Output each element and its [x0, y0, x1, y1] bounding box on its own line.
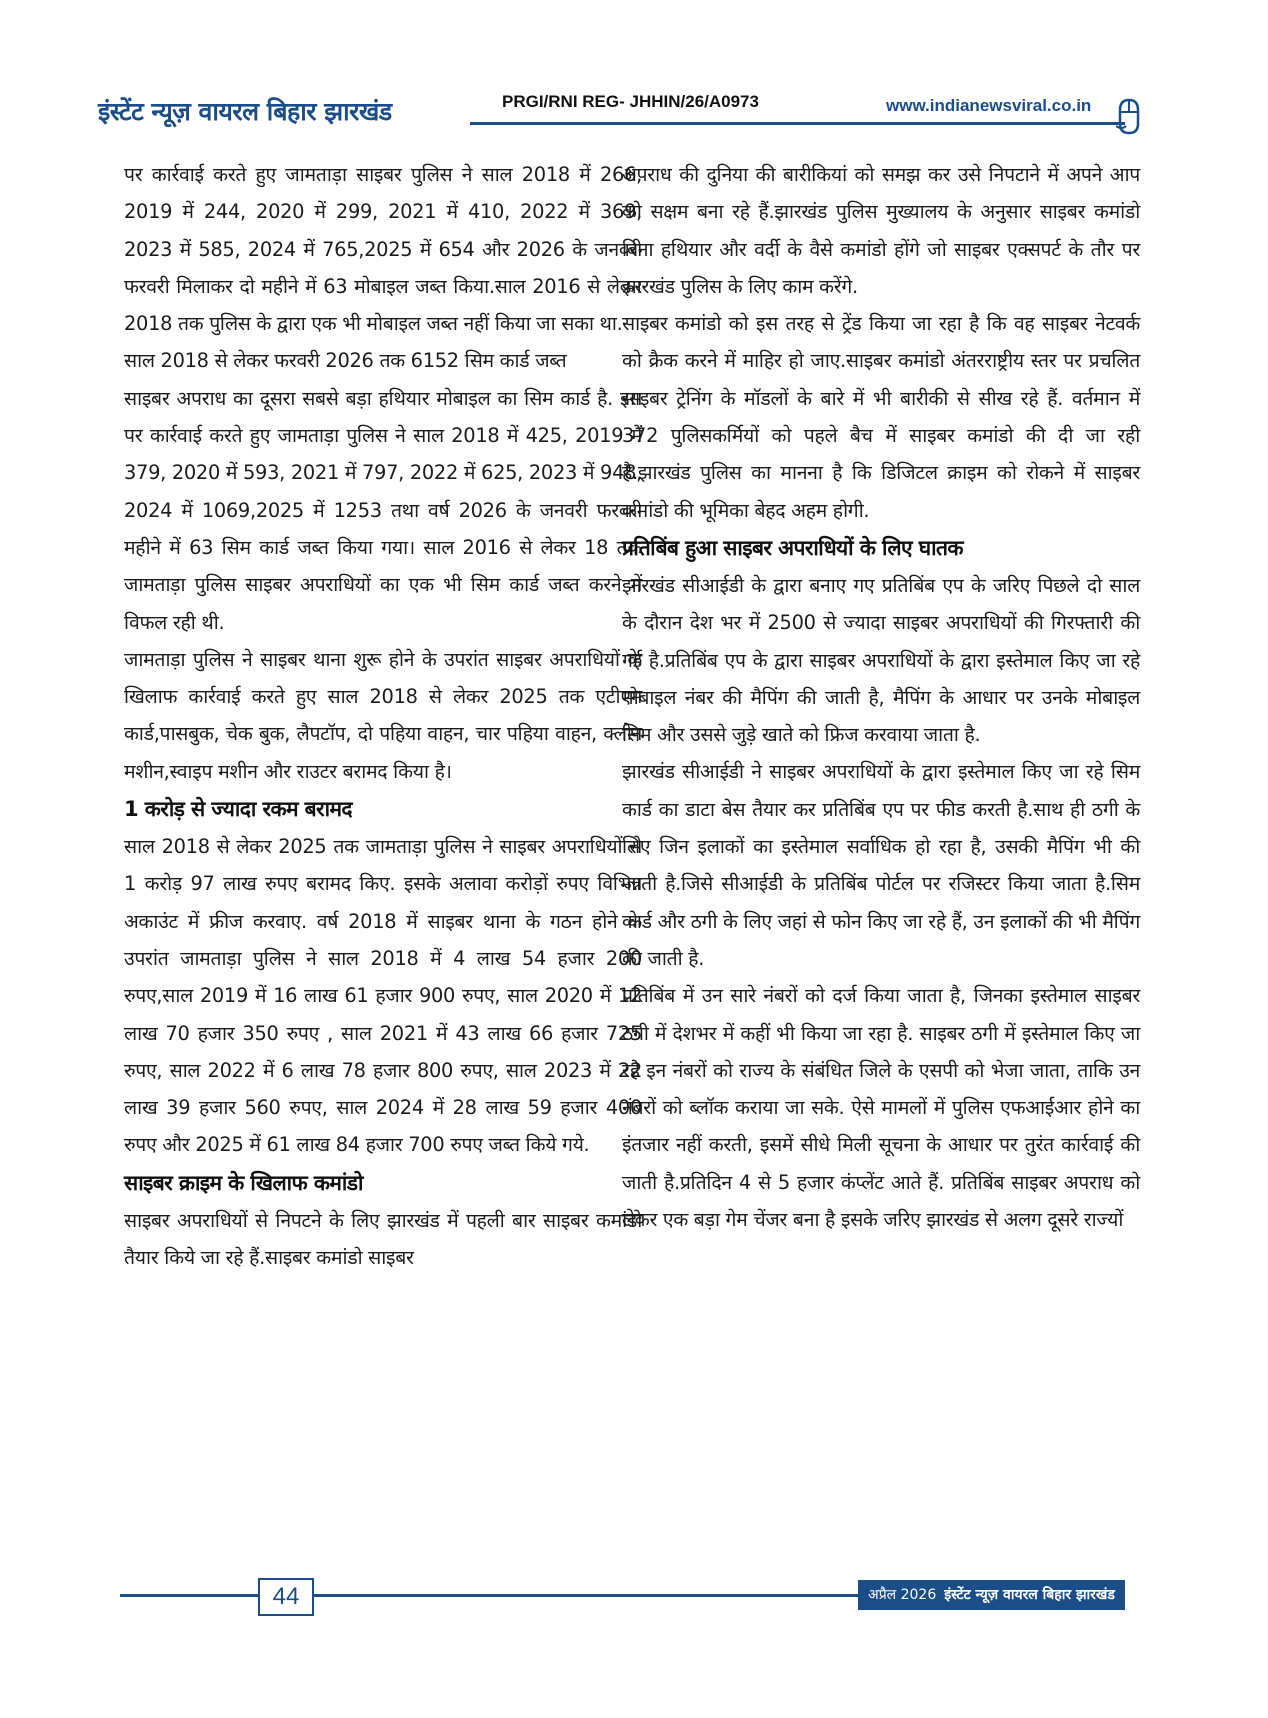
header-rule — [470, 122, 1125, 125]
section-heading: प्रतिबिंब हुआ साइबर अपराधियों के लिए घातक — [622, 535, 963, 560]
article-paragraph: साइबर अपराधियों से निपटने के लिए झारखंड में पहली बार साइबर कमांडो तैयार किये जा रहे हैं.साइबर कमांडो साइबर — [124, 1208, 642, 1270]
website-link[interactable]: www.indianewsviral.co.in — [886, 96, 1092, 115]
footer-publication-tag — [858, 1580, 1125, 1610]
left-column — [124, 156, 642, 1276]
publication-title: इंस्टेंट न्यूज़ वायरल बिहार झारखंड — [98, 97, 392, 126]
right-column — [622, 156, 1140, 1238]
article-paragraph: प्रतिबिंब में उन सारे नंबरों को दर्ज किया जाता है, जिनका इस्तेमाल साइबर ठगी में देशभर में कहीं भी किया जा रहा है. साइबर ठगी में इस्तेमाल किए जा रहे इन नंबरों को राज्य के संबंधित जिले के एसपी को भेजा जाता, ताकि उन नंबरों को ब्लॉक कराया जा सके. ऐसे मामलों में पुलिस एफआईआर होने का इंतजार नहीं करती, इसमें सीधे मिली सूचना के आधार पर तुरंत कार्रवाई की जाती है.प्रतिदिन 4 से 5 हजार कंप्लेंट आते हैं. प्रतिबिंब साइबर अपराध को लेकर एक बड़ा गेम चेंजर बना है इसके जरिए झारखंड से अलग दूसरे राज्यों — [622, 984, 1140, 1232]
registration-number: PRGI/RNI REG- JHHIN/26/A0973 — [502, 92, 759, 111]
article-paragraph: झारखंड सीआईडी ने साइबर अपराधियों के द्वारा इस्तेमाल किए जा रहे सिम कार्ड का डाटा बेस तैयार कर प्रतिबिंब एप पर फीड करती है.साथ ही ठगी के लिए जिन इलाकों का इस्तेमाल सर्वाधिक हो रहा है, उसकी मैपिंग भी की जाती है.जिसे सीआईडी के प्रतिबिंब पोर्टल पर रजिस्टर किया जाता है.सिम कार्ड और ठगी के लिए जहां से फोन किए जा रहे हैं, उन इलाकों की भी मैपिंग की जाती है. — [622, 760, 1140, 970]
article-paragraph: जामताड़ा पुलिस ने साइबर थाना शुरू होने के उपरांत साइबर अपराधियों के खिलाफ कार्रवाई करते हुए साल 2018 से लेकर 2025 तक एटीएम कार्ड,पासबुक, चेक बुक, लैपटॉप, दो पहिया वाहन, चार पहिया वाहन, क्लोन मशीन,स्वाइप मशीन और राउटर बरामद किया है। — [124, 647, 642, 783]
mouse-icon — [1116, 96, 1142, 136]
issue-date: अप्रैल 2026 — [868, 1587, 937, 1603]
article-paragraph: झारखंड सीआईडी के द्वारा बनाए गए प्रतिबिंब एप के जरिए पिछले दो साल के दौरान देश भर में 2500 से ज्यादा साइबर अपराधियों की गिरफ्तारी की गई है.प्रतिबिंब एप के द्वारा साइबर अपराधियों के द्वारा इस्तेमाल किए जा रहे मोबाइल नंबर की मैपिंग की जाती है, मैपिंग के आधार पर उनके मोबाइल सिम और उससे जुड़े खाते को फ्रिज करवाया जाता है. — [622, 573, 1140, 747]
article-paragraph: साल 2018 से लेकर फरवरी 2026 तक 6152 सिम कार्ड जब्त — [124, 349, 567, 373]
article-paragraph: साइबर कमांडो को इस तरह से ट्रेंड किया जा रहा है कि वह साइबर नेटवर्क को क्रैक करने में माहिर हो जाए.साइबर कमांडो अंतरराष्ट्रीय स्तर पर प्रचलित साइबर ट्रेनिंग के मॉडलों के बारे में भी बारीकी से सीख रहे हैं. वर्तमान में 372 पुलिसकर्मियों को पहले बैच में साइबर कमांडो की दी जा रही है.झारखंड पुलिस का मानना है कि डिजिटल क्राइम को रोकने में साइबर कमांडो की भूमिका बेहद अहम होगी. — [622, 312, 1140, 522]
page-number: 44 — [258, 1578, 314, 1616]
article-paragraph: साल 2018 से लेकर 2025 तक जामताड़ा पुलिस ने साइबर अपराधियों से 1 करोड़ 97 लाख रुपए बरामद किए. इसके अलावा करोड़ों रुपए विभिन्न अकाउंट में फ्रीज करवाए. वर्ष 2018 में साइबर थाना के गठन होने के उपरांत जामताड़ा पुलिस ने साल 2018 में 4 लाख 54 हजार 200 रुपए,साल 2019 में 16 लाख 61 हजार 900 रुपए, साल 2020 में 12 लाख 70 हजार 350 रुपए , साल 2021 में 43 लाख 66 हजार 725 रुपए, साल 2022 में 6 लाख 78 हजार 800 रुपए, साल 2023 में 22 लाख 39 हजार 560 रुपए, साल 2024 में 28 लाख 59 हजार 400 रुपए और 2025 में 61 लाख 84 हजार 700 रुपए जब्त किये गये. — [124, 835, 642, 1157]
article-paragraph: अपराध की दुनिया की बारीकियां को समझ कर उसे निपटाने में अपने आप को सक्षम बना रहे हैं.झारखंड पुलिस मुख्यालय के अनुसार साइबर कमांडो बिना हथियार और वर्दी के वैसे कमांडो होंगे जो साइबर एक्सपर्ट के तौर पर झारखंड पुलिस के लिए काम करेंगे. — [622, 163, 1140, 298]
footer-publication-name: इंस्टेंट न्यूज़ वायरल बिहार झारखंड — [944, 1587, 1115, 1603]
article-paragraph: साइबर अपराध का दूसरा सबसे बड़ा हथियार मोबाइल का सिम कार्ड है. इस पर कार्रवाई करते हुए जामताड़ा पुलिस ने साल 2018 में 425, 2019 में 379, 2020 में 593, 2021 में 797, 2022 में 625, 2023 में 948, 2024 में 1069,2025 में 1253 तथा वर्ष 2026 के जनवरी फरवरी महीने में 63 सिम कार्ड जब्त किया गया। साल 2016 से लेकर 18 तक जामताड़ा पुलिस साइबर अपराधियों का एक भी सिम कार्ड जब्त करने में विफल रही थी. — [124, 386, 643, 634]
section-heading: 1 करोड़ से ज्यादा रकम बरामद — [124, 797, 352, 822]
section-heading: साइबर क्राइम के खिलाफ कमांडो — [124, 1170, 363, 1195]
masthead — [98, 92, 1148, 132]
article-paragraph: पर कार्रवाई करते हुए जामताड़ा साइबर पुलिस ने साल 2018 में 266, 2019 में 244, 2020 में 299, 2021 में 410, 2022 में 369, 2023 में 585, 2024 में 765,2025 में 654 और 2026 के जनवरी फरवरी मिलाकर दो महीने में 63 मोबाइल जब्त किया.साल 2016 से लेकर 2018 तक पुलिस के द्वारा एक भी मोबाइल जब्त नहीं किया जा सका था. — [124, 163, 642, 336]
